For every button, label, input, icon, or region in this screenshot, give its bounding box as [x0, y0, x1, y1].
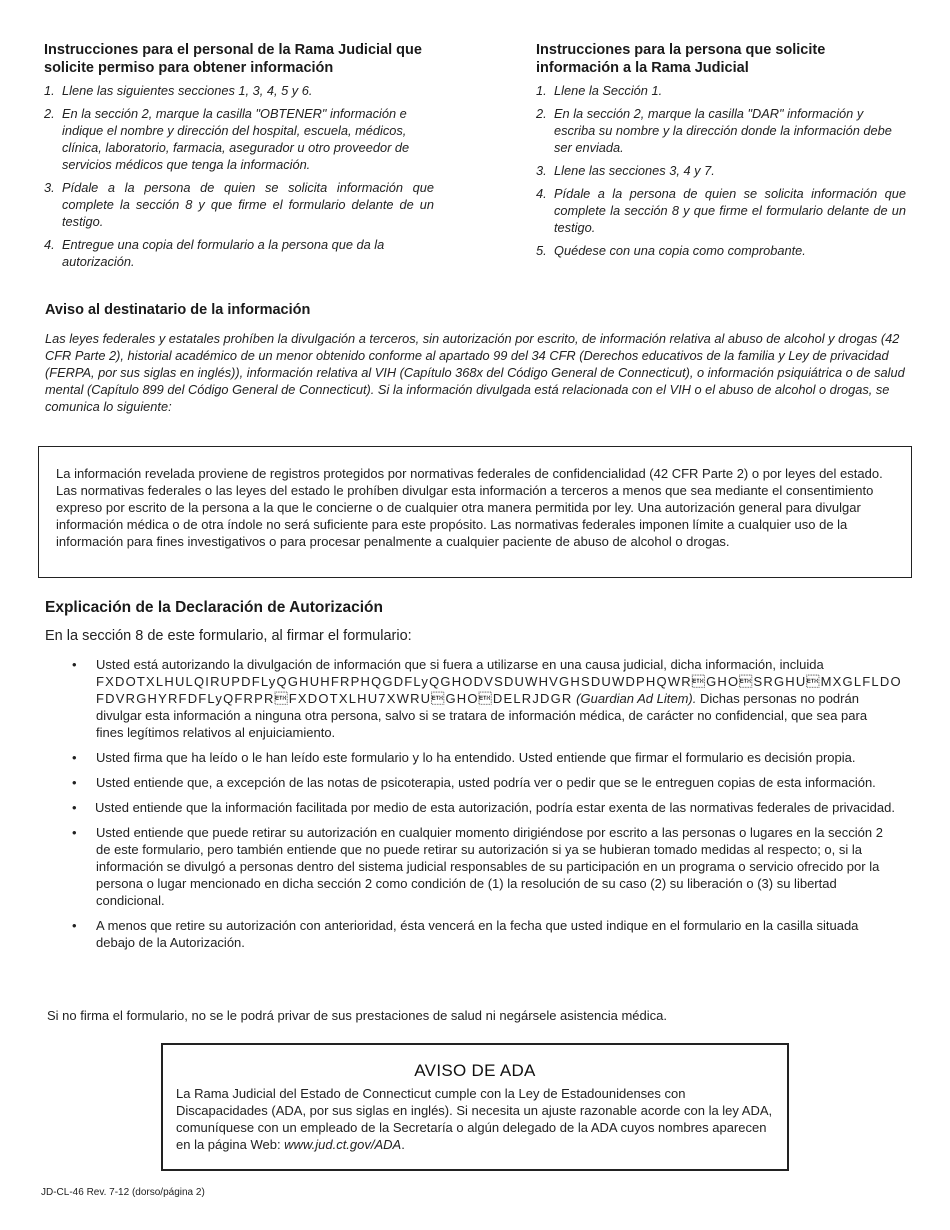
- list-item: 2. En la sección 2, marque la casilla "OBTENER" información e indique el nombre y dirección del hospital, escuela, médicos, clínica, laboratorio, farmacia, asegurador u otro proveedor de servicios médicos que tenga la información.: [44, 106, 410, 172]
- list-item: 1. Llene las siguientes secciones 1, 3, 4, 5 y 6.: [44, 83, 313, 98]
- right-instructions-list: [536, 82, 906, 259]
- bullet-icon: •: [72, 750, 77, 765]
- form-id: JD-CL-46 Rev. 7-12 (dorso/página 2): [41, 1187, 205, 1198]
- garbled-text: FDVRGHYRFDFLyQFRPRFXDOTXLHU7XWRUGHODELRJDGR: [96, 691, 573, 706]
- ada-link[interactable]: www.jud.ct.gov/ADA: [284, 1137, 402, 1152]
- ada-text: La Rama Judicial del Estado de Connecticut cumple con la Ley de Estadounidenses con Discapacidades (ADA, por sus siglas en inglés). Si necesita un ajuste razonable acorde con la ley ADA, comuníquese con un empleado de la Secretaría o algún delegado de la ADA cuyos nombres aparecen en la página Web: www.jud.ct.gov/ADA.: [176, 1086, 773, 1152]
- bullet-icon: •: [72, 918, 77, 933]
- aviso-text: Las leyes federales y estatales prohíben la divulgación a terceros, sin autorización por escrito, de información relativa al abuso de alcohol y drogas (42 CFR Parte 2), historial académico de un menor obtenido conforme al apartado 99 del 34 CFR (Derechos educativos de la familia y Ley de privacidad (FERPA, por sus siglas en inglés)), información relativa al VIH (Capítulo 368x del Código General de Connecticut), o información psiquiátrica o de salud mental (Capítulo 899 del Código General de Connecticut). Si la información divulgada está relacionada con el VIH o el abuso de alcohol o drogas, se comunica lo siguiente:: [45, 331, 905, 414]
- list-item: 3. Llene las secciones 3, 4 y 7.: [536, 163, 715, 178]
- left-instructions-title: Instrucciones para el personal de la Rama Judicial que solicite permiso para obtener información: [44, 42, 422, 76]
- list-item: • Usted está autorizando la divulgación de información que si fuera a utilizarse en una causa judicial, dicha información, incluida FXDOTXLHULQIRUPDFLyQGHUHFRPHQGDFLyQGHODVSDUWHVGHSDUWDPHQWRGHOSRGHUMXGLFLDO FDVRGHYRFDFLyQFRPRFXDOTXLHU7XWRUGHODELRJDGR (Guardian Ad Litem). Dichas personas no podrán divulgar esta información a ninguna otra persona, salvo si se tratara de información médica, de carácter no confidencial, que sea para fines legítimos relativos al enjuiciamiento.: [72, 657, 902, 740]
- list-item: • Usted firma que ha leído o le han leído este formulario y lo ha entendido. Usted entiende que firmar el formulario es decisión propia.: [72, 750, 856, 765]
- confidentiality-notice-box: [38, 446, 912, 578]
- list-item: 1. Llene la Sección 1.: [536, 83, 663, 98]
- explicacion-title: Explicación de la Declaración de Autorización: [45, 599, 383, 616]
- list-item: • Usted entiende que puede retirar su autorización en cualquier momento dirigiéndose por escrito a las personas o lugares en la sección 2 de este formulario, pero también entiende que no puede retirar su autorización si ya se hubieran tomado medidas al respecto; o, si la información se divulgó a personas dentro del sistema judicial responsables de su participación en un programa o servicio ofrecido por la persona o lugar mencionado en dicha sección 2 como condición de (1) la resolución de su caso (2) su liberación o (3) su libertad condicional.: [72, 825, 883, 908]
- ada-title: AVISO DE ADA: [414, 1061, 536, 1080]
- bullet-icon: •: [72, 800, 77, 815]
- right-instructions: [536, 41, 906, 265]
- guardian-ad-litem: (Guardian Ad Litem).: [576, 691, 697, 706]
- explicacion-bullets: [45, 656, 902, 959]
- list-item: • Usted entiende que, a excepción de las notas de psicoterapia, usted podría ver o pedir que se le entreguen copias de esta información.: [72, 775, 876, 790]
- list-item: 5. Quédese con una copia como comprobante.: [536, 243, 806, 258]
- left-instructions-list: [44, 82, 434, 270]
- list-item: 2. En la sección 2, marque la casilla "DAR" información y escriba su nombre y la dirección donde la información debe ser enviada.: [536, 106, 892, 155]
- confidentiality-notice-text: La información revelada proviene de registros protegidos por normativas federales de confidencialidad (42 CFR Parte 2) o por leyes del estado. Las normativas federales o las leyes del estado le prohíben divulgar esta información a terceros a menos que sea mediante el consentimiento expreso por escrito de la persona a la que le concierne o de cualquier otra manera permitida por ley. Una autorización general para divulgar información médica o de otra índole no será suficiente para este propósito. Las normativas federales imponen límite a cualquier uso de la información para fines investigativos o para procesar penalmente a cualquier paciente de abuso de alcohol o drogas.: [56, 466, 883, 549]
- left-instructions: [44, 41, 434, 276]
- closing-statement: Si no firma el formulario, no se le podrá privar de sus prestaciones de salud ni negársele asistencia médica.: [47, 1008, 667, 1023]
- aviso-title: Aviso al destinatario de la información: [45, 302, 311, 318]
- list-item: 3. Pídale a la persona de quien se solicita información que complete la sección 8 y que firme el formulario delante de un testigo.: [44, 180, 434, 229]
- bullet-icon: •: [72, 825, 77, 840]
- garbled-text: FXDOTXLHULQIRUPDFLyQGHUHFRPHQGDFLyQGHODVSDUWHVGHSDUWDPHQWRGHOSRGHUMXGLFLDO: [96, 674, 902, 689]
- bullet-icon: •: [72, 775, 77, 790]
- list-item: 4. Entregue una copia del formulario a la persona que da la autorización.: [44, 237, 385, 269]
- ada-notice-box: [161, 1043, 789, 1171]
- list-item: • A menos que retire su autorización con anterioridad, ésta vencerá en la fecha que usted indique en el formulario en la casilla situada debajo de la Autorización.: [72, 918, 859, 950]
- right-instructions-title: Instrucciones para la persona que solicite información a la Rama Judicial: [536, 42, 826, 76]
- list-item: 4. Pídale a la persona de quien se solicita información que complete la sección 8 y que firme el formulario delante de un testigo.: [536, 186, 906, 235]
- list-item: • Usted entiende que la información facilitada por medio de esta autorización, podría estar exenta de las normativas federales de privacidad.: [72, 800, 895, 815]
- bullet-icon: •: [72, 657, 77, 672]
- explicacion-intro: En la sección 8 de este formulario, al firmar el formulario:: [45, 628, 412, 644]
